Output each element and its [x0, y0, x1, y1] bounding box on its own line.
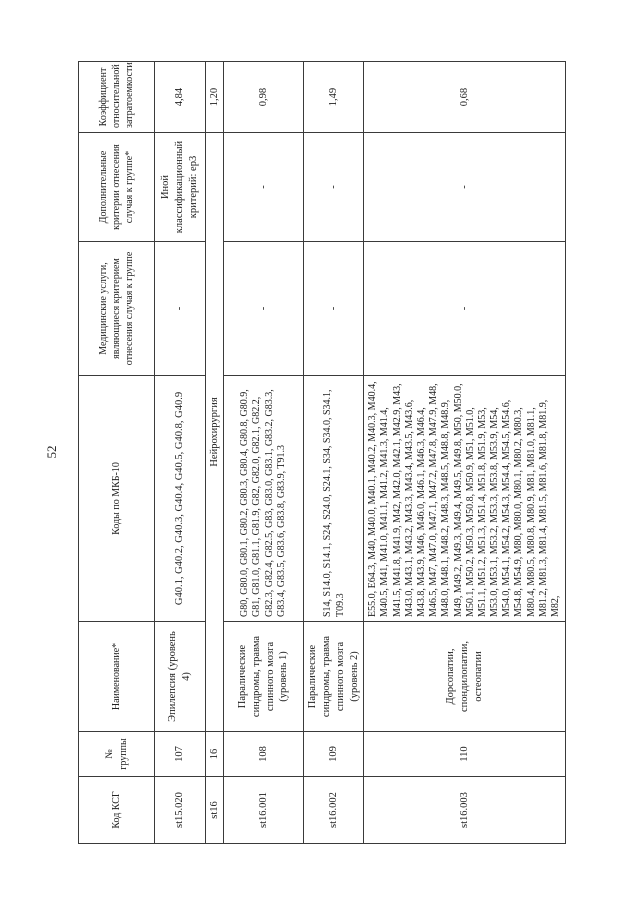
table-row	[155, 62, 206, 844]
coefficient-cell: 1,20	[206, 62, 224, 133]
table-row	[304, 62, 364, 844]
name-cell: Дорсопатии, спондилопатии, остеопатии	[364, 622, 566, 732]
header-criteria: Дополнительные критерии отнесения случая к группе*	[79, 133, 155, 242]
services-cell: -	[155, 242, 206, 376]
header-services: Медицинские услуги, являющиеся критерием отнесения случая к группе	[79, 242, 155, 376]
coefficient-cell: 4,84	[155, 62, 206, 133]
section-row	[206, 62, 224, 844]
coefficient-cell: 0,98	[224, 62, 304, 133]
ksg-table	[78, 61, 566, 844]
ksg-code-cell: st16.001	[224, 777, 304, 844]
group-number-cell: 108	[224, 732, 304, 777]
icd-codes-cell: G80, G80.0, G80.1, G80.2, G80.3, G80.4, G80.8, G80.9, G81, G81.0, G81.1, G81.9, G82, G82.0, G82.1, G82.2, G82.3, G82.4, G82.5, G83, G83.0, G83.1, G83.2, G83.3, G83.4, G83.5, G83.6, G83.8, G83.9, T91.3	[224, 376, 304, 622]
group-number-cell: 16	[206, 732, 224, 777]
services-cell: -	[364, 242, 566, 376]
name-cell: Паралические синдромы, травма спинного мозга (уровень 1)	[224, 622, 304, 732]
header-row	[79, 62, 155, 844]
header-name: Наименование*	[79, 622, 155, 732]
ksg-code-cell: st16	[206, 777, 224, 844]
group-number-cell: 110	[364, 732, 566, 777]
name-cell: Эпилепсия (уровень 4)	[155, 622, 206, 732]
coefficient-cell: 0,68	[364, 62, 566, 133]
icd-codes-cell: S14, S14.0, S14.1, S24, S24.0, S24.1, S34, S34.0, S34.1, T09.3	[304, 376, 364, 622]
page-number: 52	[44, 445, 59, 459]
header-coefficient: Коэффициент относительной затратоемкости	[79, 62, 155, 133]
criteria-cell: Иной классификационный критерий: ep3	[155, 133, 206, 242]
table-row	[224, 62, 304, 844]
icd-codes-cell: G40.1, G40.2, G40.3, G40.4, G40.5, G40.8, G40.9	[155, 376, 206, 622]
group-number-cell: 107	[155, 732, 206, 777]
icd-codes-cell: E55.0, E64.3, M40, M40.0, M40.1, M40.2, M40.3, M40.4, M40.5, M41, M41.0, M41.1, M41.2, M41.3, M41.4, M41.5, M41.8, M41.9, M42, M42.0, M42.1, M42.9, M43, M43.0, M43.1, M43.2, M43.3, M43.4, M43.5, M43.6, M43.8, M43.9, M46, M46.0, M46.1, M46.3, M46.4, M46.5, M47, M47.0, M47.1, M47.2, M47.8, M47.9, M48, M48.0, M48.1, M48.2, M48.3, M48.5, M48.8, M48.9, M49, M49.2, M49.3, M49.4, M49.5, M49.8, M50, M50.0, M50.1, M50.2, M50.3, M50.8, M50.9, M51, M51.0, M51.1, M51.2, M51.3, M51.4, M51.8, M51.9, M53, M53.0, M53.1, M53.2, M53.3, M53.8, M53.9, M54, M54.0, M54.1, M54.2, M54.3, M54.4, M54.5, M54.6, M54.8, M54.9, M80, M80.0, M80.1, M80.2, M80.3, M80.4, M80.5, M80.8, M80.9, M81, M81.0, M81.1, M81.2, M81.3, M81.4, M81.5, M81.6, M81.8, M81.9, M82,	[364, 376, 566, 622]
coefficient-cell: 1,49	[304, 62, 364, 133]
criteria-cell: -	[224, 133, 304, 242]
ksg-code-cell: st16.002	[304, 777, 364, 844]
ksg-code-cell: st16.003	[364, 777, 566, 844]
header-group-number: № группы	[79, 732, 155, 777]
table-row	[364, 62, 566, 844]
name-cell: Паралические синдромы, травма спинного мозга (уровень 2)	[304, 622, 364, 732]
header-ksg-code: Код КСГ	[79, 777, 155, 844]
section-title-cell: Нейрохирургия	[206, 133, 224, 732]
criteria-cell: -	[364, 133, 566, 242]
criteria-cell: -	[304, 133, 364, 242]
ksg-code-cell: st15.020	[155, 777, 206, 844]
rotated-table-container	[78, 62, 566, 844]
services-cell: -	[224, 242, 304, 376]
services-cell: -	[304, 242, 364, 376]
header-icd-codes: Коды по МКБ-10	[79, 376, 155, 622]
group-number-cell: 109	[304, 732, 364, 777]
